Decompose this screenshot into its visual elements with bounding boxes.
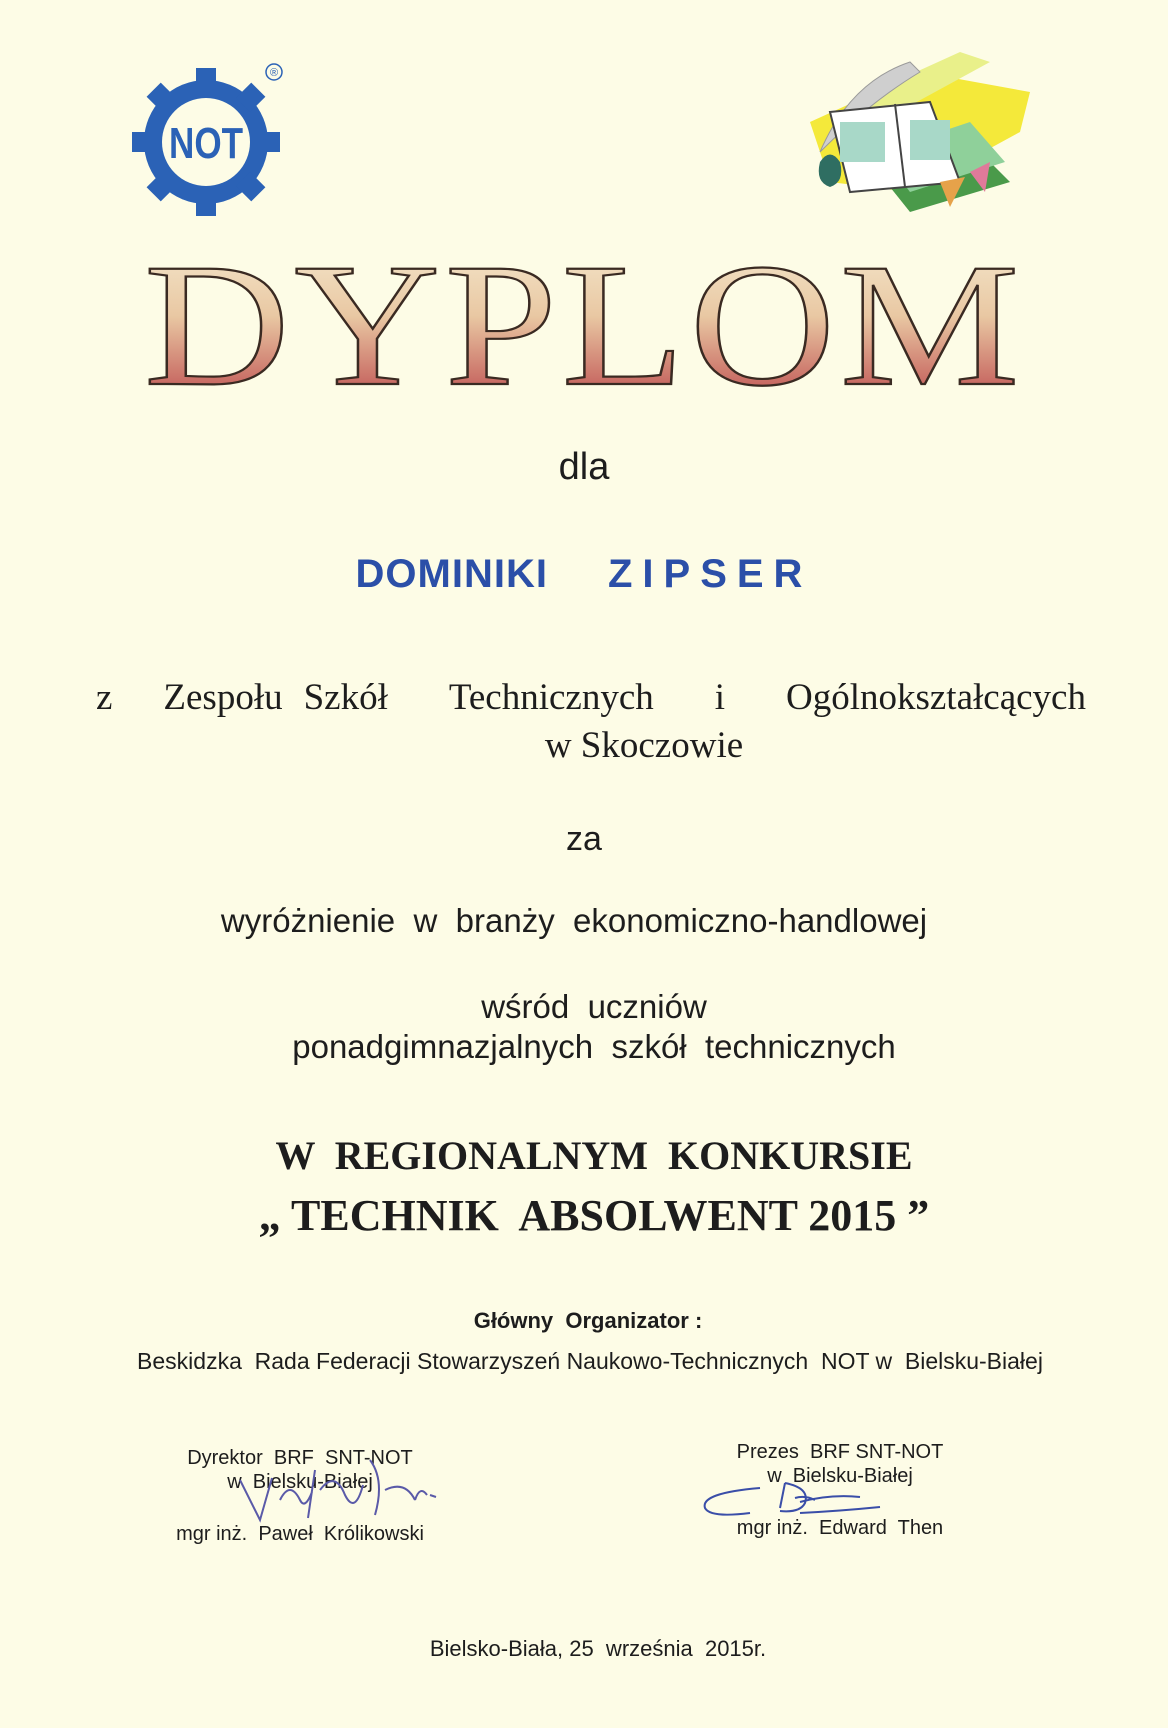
school-word: i (714, 677, 725, 718)
contest-line-2: „ TECHNIK ABSOLWENT 2015 ” (258, 1191, 930, 1240)
school-word: Technicznych (448, 677, 654, 718)
handwritten-signature-right (690, 1468, 950, 1548)
recipient-first-name: DOMINIKI (355, 552, 548, 596)
trademark-mark: ® (269, 67, 279, 79)
contest-line-1: W REGIONALNYM KONKURSIE (275, 1133, 913, 1178)
diploma-title (0, 238, 1168, 398)
award-line-2: wśród uczniów (481, 988, 707, 1025)
issue-date: Bielsko-Biała, 25 września 2015r. (429, 1636, 767, 1661)
handwritten-signature-left (210, 1440, 470, 1530)
signature-role: Dyrektor BRF SNT-NOT (187, 1447, 413, 1469)
award-line-1: wyróżnienie w branży ekonomiczno-handlowej (220, 902, 928, 939)
signature-role: Prezes BRF SNT-NOT (736, 1441, 944, 1463)
za-label: za (566, 820, 602, 858)
signature-block-left (150, 1446, 450, 1546)
logo-text: NOT (169, 119, 244, 168)
book-quill-icon (790, 42, 1040, 222)
signature-person: mgr inż. Paweł Królikowski (176, 1523, 424, 1545)
school-word: Ogólnokształcących (785, 677, 1086, 718)
award-line-3: ponadgimnazjalnych szkół technicznych (292, 1028, 896, 1065)
dla-label: dla (558, 446, 610, 488)
title-text: DYPLOM (144, 238, 1024, 398)
school-line-2: w Skoczowie (544, 725, 744, 766)
school-line-1 (96, 676, 1086, 719)
recipient-name (0, 552, 1168, 597)
not-logo (128, 60, 288, 220)
school-word: Szkół (303, 677, 388, 718)
signature-person: mgr inż. Edward Then (736, 1517, 944, 1539)
signature-block-right (690, 1440, 990, 1540)
recipient-last-name: ZIPSER (607, 552, 813, 596)
signature-place: w Bielsku-Białej (767, 1465, 913, 1487)
signature-place: w Bielsku-Białej (227, 1471, 373, 1493)
organizer-label: Główny Organizator : (473, 1308, 703, 1333)
school-word: z (96, 677, 113, 718)
school-word: Zespołu (163, 677, 283, 718)
organizer-name: Beskidzka Rada Federacji Stowarzyszeń Naukowo-Technicznych NOT w Bielsku-Białej (137, 1348, 1043, 1374)
